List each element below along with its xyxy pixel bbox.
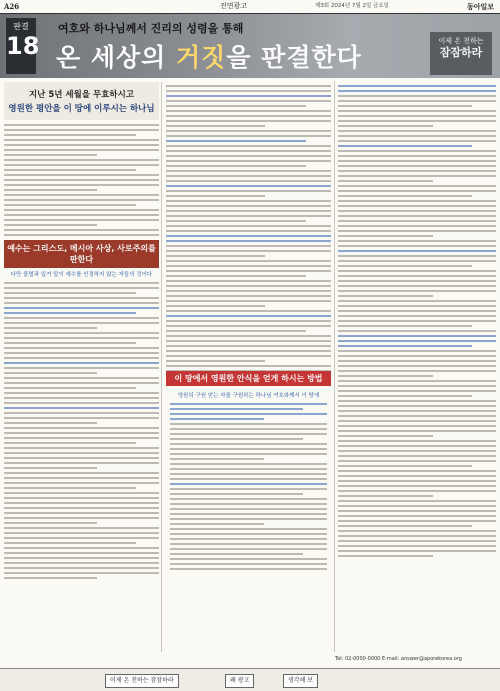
series-badge — [6, 18, 40, 74]
headline-title-pre: 온 세상의 — [56, 43, 177, 72]
contact-info: Tel: 02-0000-0000 E-mail: answer@aporekorea.org — [335, 656, 462, 662]
headline-title-post: 을 판결한다 — [226, 43, 362, 72]
section-label: 전면광고 — [220, 2, 248, 10]
series-label: 판결 — [13, 22, 29, 31]
lead-line-2: 영원한 평안을 이 땅에 이루시는 하나님 — [8, 104, 155, 114]
headline-title — [56, 38, 362, 74]
footer-bar — [0, 668, 500, 691]
column-divider — [334, 82, 335, 652]
series-number: 18 — [6, 32, 40, 60]
body-text-block — [338, 85, 496, 557]
mid-quote-block — [170, 390, 327, 573]
lead-line-1: 지난 5년 세월을 무효하시고 — [28, 90, 135, 100]
headline-subtitle: 여호와 하나님께서 진리의 성령을 통해 — [58, 22, 244, 35]
section-heading: 예수는 그리스도, 메시아 사상, 사로주의를 판한다 — [4, 240, 159, 268]
newspaper-name: 동아일보 — [466, 2, 494, 11]
side-quote — [430, 32, 492, 75]
footer-button-think[interactable]: 생각해 보 — [283, 674, 318, 688]
side-quote-line1: 이제 온 천하는 — [438, 37, 484, 45]
body-text-block — [4, 124, 159, 236]
page-number: A26 — [4, 2, 20, 11]
headline-banner — [0, 14, 500, 78]
column-left — [4, 82, 159, 652]
lead-box — [4, 82, 159, 120]
issue-meta: 제3회 2024년 7월 2일 금요일 — [315, 3, 389, 9]
side-quote-line2: 잠잠하라 — [439, 46, 483, 59]
body-text-block — [166, 85, 331, 382]
column-right — [338, 82, 496, 652]
quote-text: 다만 불멸과 일거 말이 예수를 인정하지 않는 자들의 것이다 — [10, 272, 153, 278]
headline-title-highlight: 거짓 — [176, 43, 227, 72]
footer-button-series[interactable]: 이제 온 천하는 잠잠하라 — [105, 674, 179, 688]
mid-section-heading: 이 땅에서 영원한 안식을 얻게 하시는 방법 — [166, 371, 331, 386]
body-text-block — [4, 282, 159, 579]
mid-quote-text: 영원히 구원 얻는 자를 구원하는 하나님 여호와께서 이 땅에 — [177, 393, 320, 399]
column-divider — [161, 82, 162, 652]
footer-button-why-ad[interactable]: 왜 광고 — [225, 674, 254, 688]
masthead — [0, 0, 500, 14]
body-text-block — [170, 403, 327, 570]
